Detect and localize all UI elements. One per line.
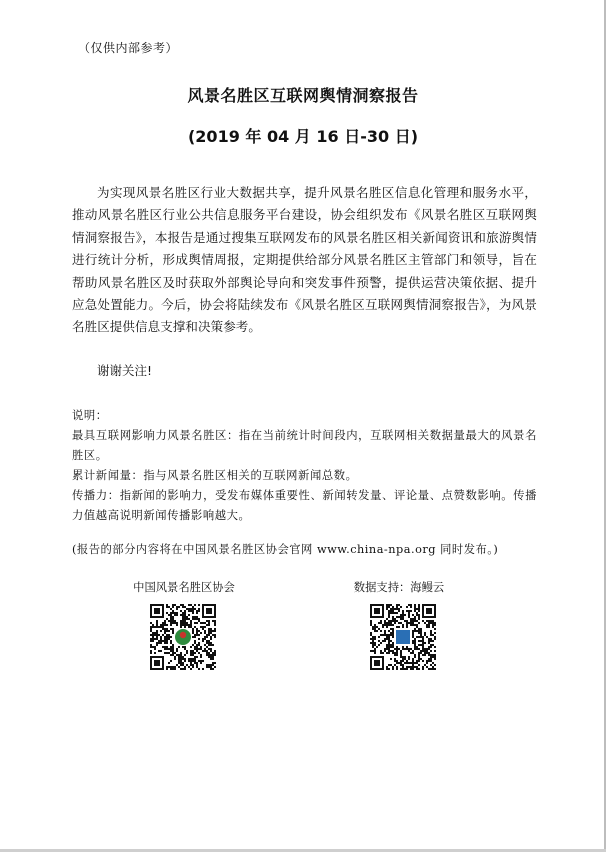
qr-code-icon	[370, 604, 436, 670]
definitions-heading: 说明：	[72, 409, 108, 422]
definition-item: 最具互联网影响力风景名胜区：指在当前统计时间段内，互联网相关数据量最大的风景名胜区。	[72, 429, 537, 462]
thanks-text: 谢谢关注!	[97, 363, 153, 378]
internal-reference-note: （仅供内部参考）	[78, 41, 179, 55]
definition-item: 传播力：指新闻的影响力，受发布媒体重要性、新闻转发量、评论量、点赞数影响。传播力值越高说明新闻传播影响越大。	[72, 489, 537, 522]
report-period: (2019 年 04 月 16 日-30 日)	[187, 127, 419, 146]
association-qr-code	[150, 604, 216, 670]
data-support-qr-code	[370, 604, 436, 670]
qr-code-icon	[150, 604, 216, 670]
definitions-section	[72, 406, 537, 526]
intro-section	[72, 182, 537, 339]
data-support-label: 数据支持：海鳗云	[353, 581, 445, 594]
association-name: 中国风景名胜区协会	[133, 581, 235, 594]
report-title: 风景名胜区互联网舆情洞察报告	[187, 86, 419, 105]
publication-note: (报告的部分内容将在中国风景名胜区协会官网 www.china-npa.org 同时发布。)	[72, 543, 499, 556]
intro-paragraph: 为实现风景名胜区行业大数据共享，提升风景名胜区信息化管理和服务水平，推动风景名胜区行业公共信息服务平台建设，协会组织发布《风景名胜区互联网舆情洞察报告》，本报告是通过搜集互联网发布的风景名胜区相关新闻资讯和旅游舆情进行统计分析，形成舆情周报，定期提供给部分风景名胜区主管部门和领导，旨在帮助风景名胜区及时获取外部舆论导向和突发事件预警，提供运营决策依据、提升应急处置能力。今后，协会将陆续发布《风景名胜区互联网舆情洞察报告》，为风景名胜区提供信息支撑和决策参考。	[72, 185, 537, 335]
definition-item: 累计新闻量：指与风景名胜区相关的互联网新闻总数。	[72, 469, 358, 482]
